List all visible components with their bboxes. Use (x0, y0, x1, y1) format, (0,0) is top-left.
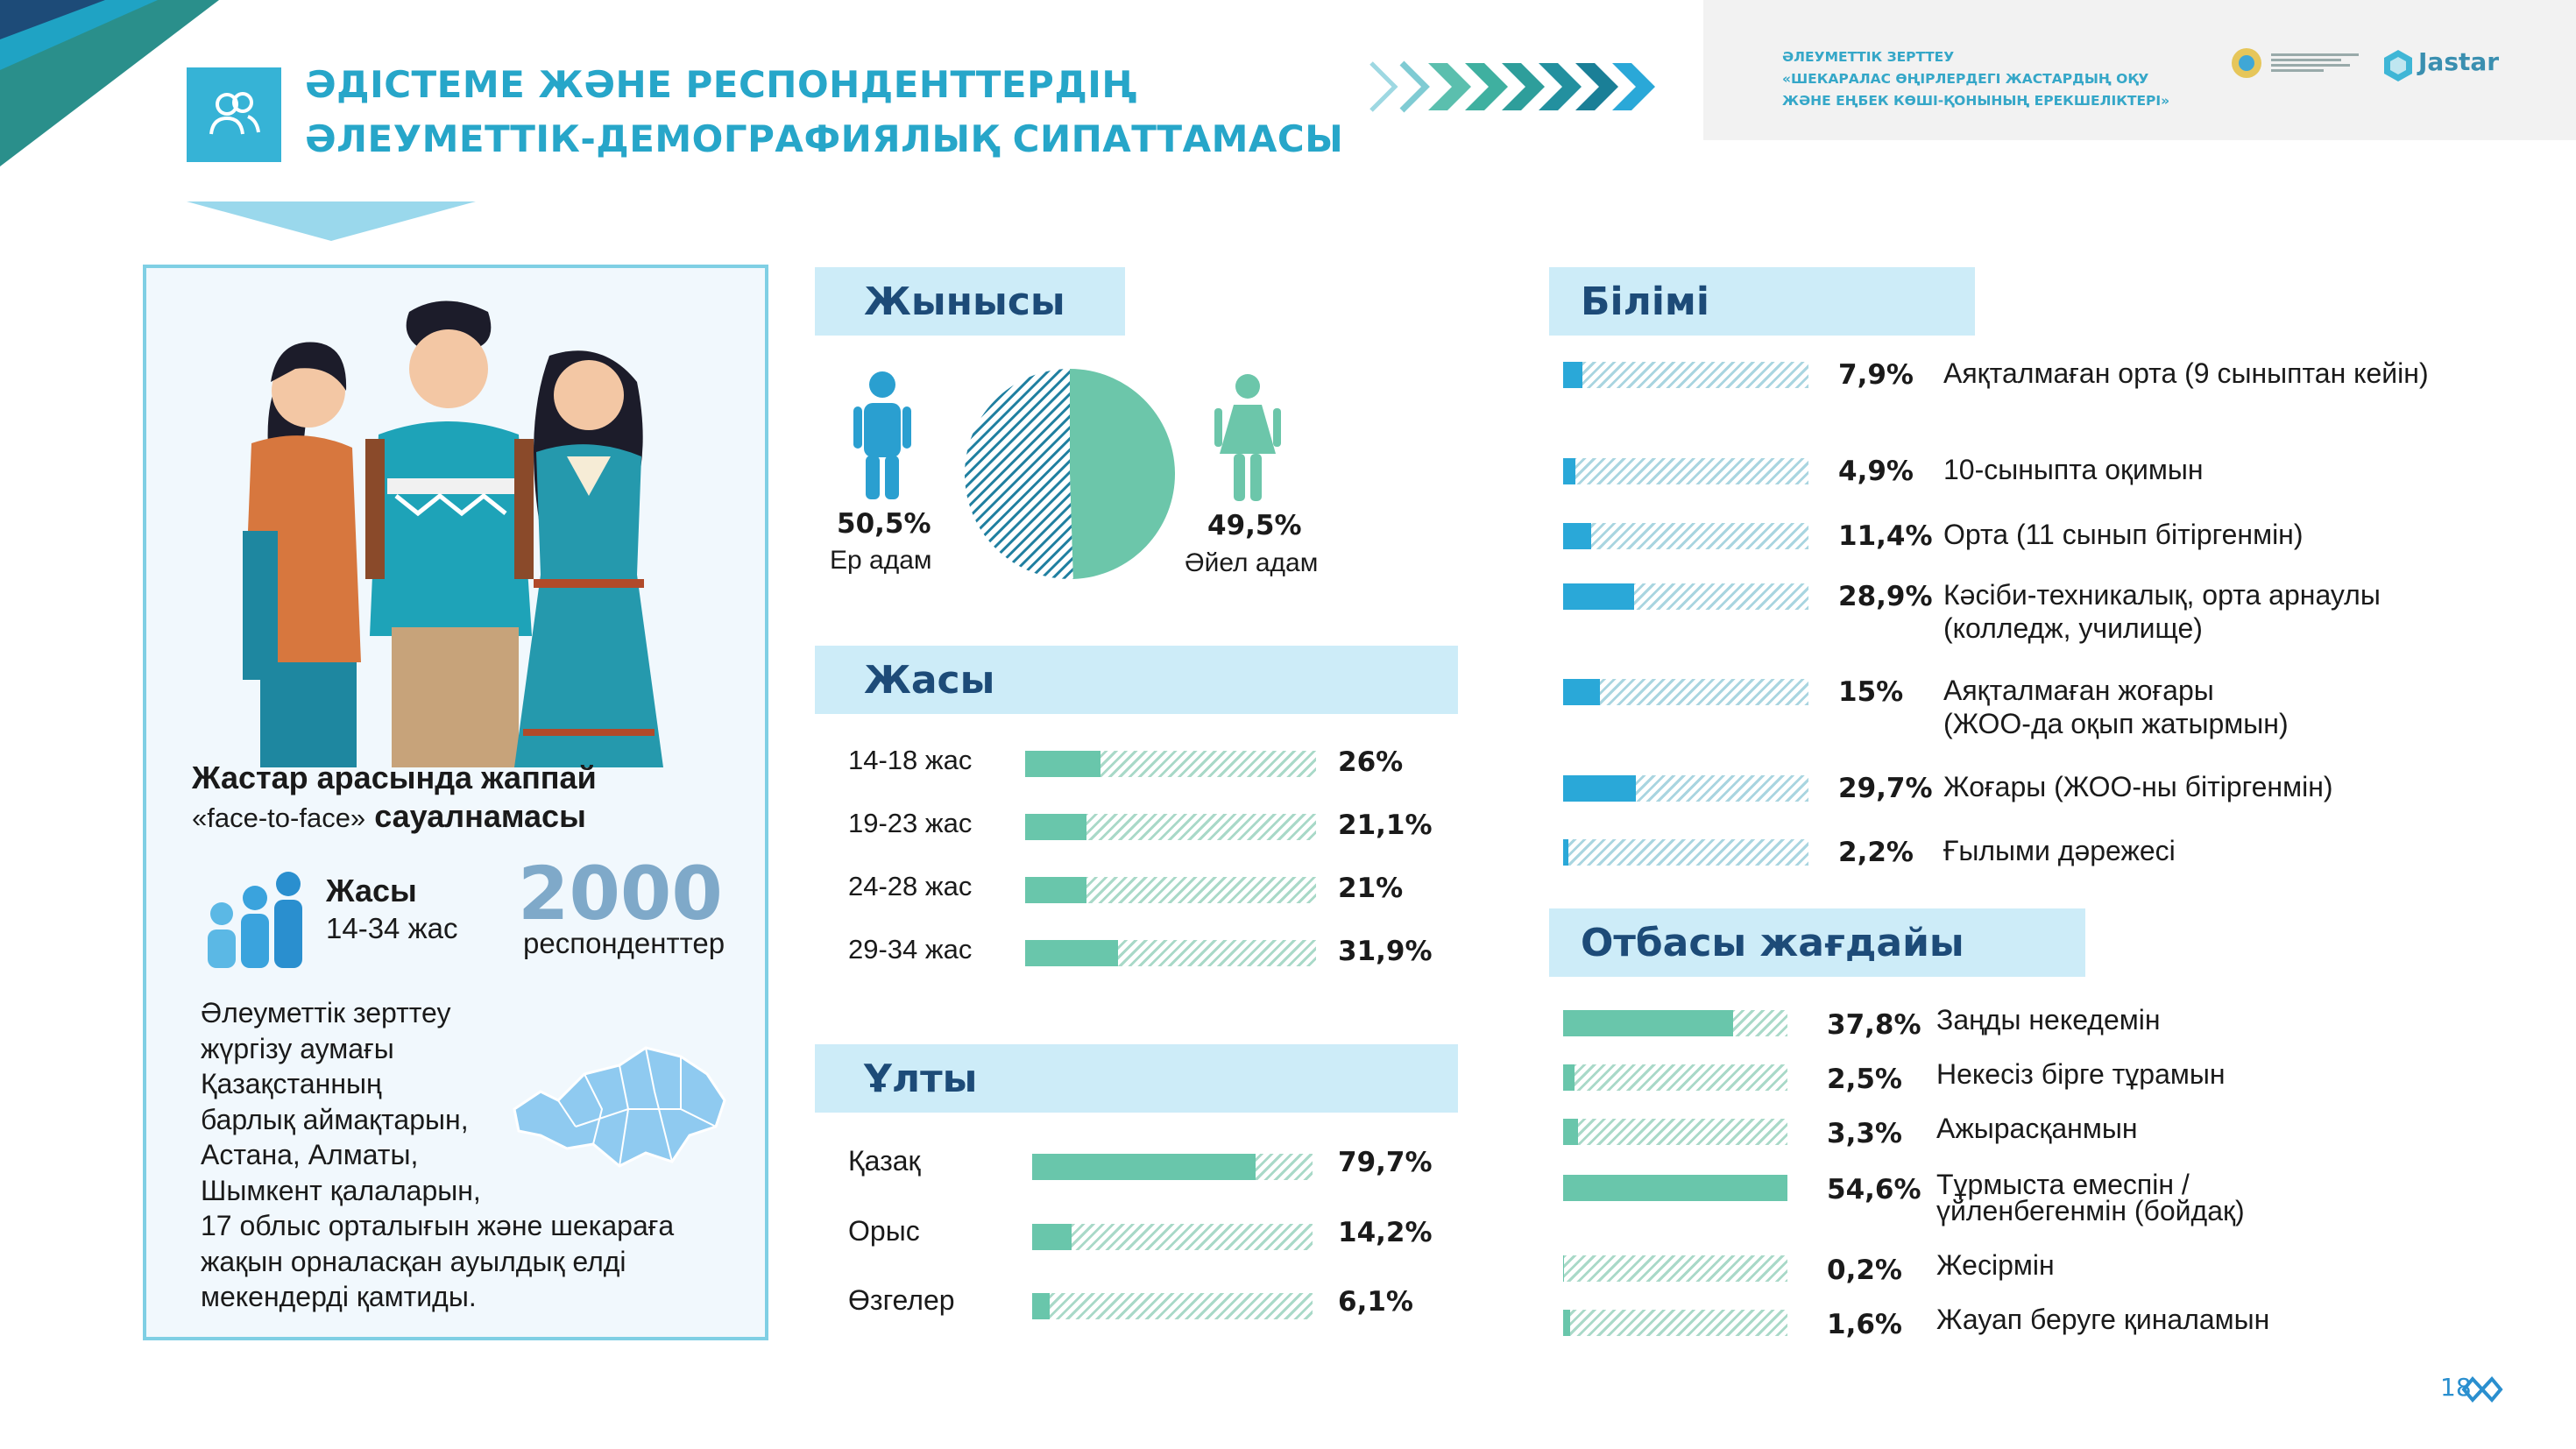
family-row-label: Жауап беруге қиналамын (1936, 1304, 2270, 1335)
pointer-triangle (187, 201, 476, 241)
male-icon (852, 370, 913, 499)
age-row-pct: 26% (1338, 746, 1404, 778)
male-label: Ер адам (830, 546, 932, 575)
education-row-label: Кәсіби-техникалық, орта арнаулы (1943, 579, 2381, 611)
project-title-line2: ЖӘНЕ ЕҢБЕК КӨШІ-ҚОНЫНЫҢ ЕРЕКШЕЛІКТЕРІ» (1782, 93, 2170, 109)
gender-pie-chart (962, 366, 1178, 582)
survey-headline-bold2: сауалнамасы (374, 798, 586, 834)
area-line: жүргізу аумағы (201, 1032, 394, 1064)
education-row-label: Аяқталмаған орта (9 сыныптан кейін) (1943, 357, 2429, 389)
nationality-row-bar (1032, 1224, 1313, 1250)
area-line: Қазақстанның (201, 1068, 382, 1099)
respondents-label: респонденттер (523, 927, 725, 959)
nationality-row-bar-fill (1032, 1293, 1050, 1319)
age-row-label: 19-23 жас (848, 808, 973, 838)
education-row-label: Жоғары (ЖОО-ны бітіргенмін) (1943, 771, 2333, 802)
people-icon (187, 67, 281, 162)
male-pct: 50,5% (837, 508, 931, 540)
family-row-bar (1563, 1175, 1787, 1201)
education-row-label: Аяқталмаған жоғары (1943, 675, 2214, 706)
jastar-logo-icon (2382, 48, 2414, 83)
area-line: барлық аймақтарын, (201, 1103, 469, 1135)
area-line: Әлеуметтік зерттеу (201, 997, 451, 1028)
page-number-text: 18 (2440, 1373, 2472, 1402)
family-row-bar (1563, 1010, 1787, 1036)
ornament-icon (2460, 1374, 2504, 1405)
page-title-line2: ӘЛЕУМЕТТІК-ДЕМОГРАФИЯЛЫҚ СИПАТТАМАСЫ (305, 117, 1344, 160)
survey-card (143, 265, 768, 1340)
age-row-bar-fill (1025, 814, 1086, 840)
family-row-bar-fill (1563, 1010, 1733, 1036)
nationality-row-bar-fill (1032, 1154, 1256, 1180)
age-row-pct: 31,9% (1338, 936, 1433, 967)
education-row-bar-fill (1563, 583, 1634, 610)
nationality-row-label: Өзгелер (848, 1284, 955, 1316)
family-row-bar (1563, 1064, 1787, 1091)
female-icon (1214, 373, 1281, 501)
education-row-bar-fill (1563, 523, 1591, 549)
family-row-bar (1563, 1119, 1787, 1145)
age-row-bar-fill (1025, 877, 1086, 903)
respondents-count: 2000 (518, 851, 723, 937)
family-row-bar-fill (1563, 1175, 1787, 1201)
age-row-bar (1025, 877, 1316, 903)
family-row-bar (1563, 1310, 1787, 1336)
area-line: Астана, Алматы, (201, 1139, 419, 1170)
survey-headline-faceto: «face-to-face» (192, 802, 366, 833)
nationality-row-bar (1032, 1154, 1313, 1180)
nationality-row-pct: 14,2% (1338, 1217, 1433, 1248)
nationality-row-pct: 79,7% (1338, 1147, 1433, 1178)
page-title-line1: ӘДІСТЕМЕ ЖӘНЕ РЕСПОНДЕНТТЕРДІҢ (305, 63, 1138, 106)
age-row-bar-fill (1025, 751, 1100, 777)
education-row-label: 10-сыныпта оқимын (1943, 454, 2204, 485)
nationality-row-pct: 6,1% (1338, 1286, 1413, 1318)
pie-slice-male (965, 369, 1073, 579)
education-row-bar-fill (1563, 458, 1575, 484)
education-row-bar (1563, 583, 1808, 610)
education-row-bar-fill (1563, 362, 1582, 388)
nationality-row-bar (1032, 1293, 1313, 1319)
survey-headline (192, 759, 597, 838)
family-row-pct: 3,3% (1827, 1118, 1902, 1149)
family-row-label: Заңды некедемін (1936, 1004, 2161, 1036)
education-row-bar (1563, 839, 1808, 866)
family-row-bar (1563, 1255, 1787, 1282)
education-row-bar (1563, 775, 1808, 802)
education-row-label: Орта (11 сынып бітіргенмін) (1943, 519, 2304, 550)
age-row-bar (1025, 940, 1316, 966)
project-label: ӘЛЕУМЕТТІК ЗЕРТТЕУ (1782, 49, 1955, 65)
family-row-pct: 2,5% (1827, 1064, 1902, 1095)
family-row-label: Жесірмін (1936, 1249, 2055, 1281)
family-row-bar-fill (1563, 1064, 1575, 1091)
age-heading: Жасы (815, 646, 1458, 714)
gender-heading: Жынысы (815, 267, 1125, 336)
age-group-icon (201, 868, 310, 969)
youth-illustration (208, 294, 698, 767)
family-row-label: Некесіз бірге тұрамын (1936, 1058, 2226, 1090)
education-row-pct: 2,2% (1838, 837, 1914, 868)
age-row-pct: 21,1% (1338, 809, 1433, 841)
area-line: жақын орналасқан ауылдық елді (201, 1245, 626, 1277)
family-row-bar-fill (1563, 1255, 1564, 1282)
project-header-box (1703, 0, 2576, 140)
education-row-bar (1563, 362, 1808, 388)
nationality-heading: Ұлты (815, 1044, 1458, 1113)
education-heading: Білімі (1549, 267, 1975, 336)
area-line: Шымкент қалаларын, (201, 1174, 481, 1206)
project-title-line1: «ШЕКАРАЛАС ӨҢІРЛЕРДЕГІ ЖАСТАРДЫҢ ОҚУ (1782, 71, 2149, 87)
family-row-bar-fill (1563, 1310, 1570, 1336)
education-row-bar-fill (1563, 775, 1636, 802)
education-row-label: Ғылыми дәрежесі (1943, 835, 2176, 866)
education-row-label-2: (колледж, училище) (1943, 612, 2203, 644)
education-row-bar (1563, 523, 1808, 549)
education-row-bar (1563, 458, 1808, 484)
age-row-label: 14-18 жас (848, 745, 973, 775)
age-range: 14-34 жас (326, 912, 458, 944)
family-row-label: Тұрмыста емеспін / (1936, 1169, 2190, 1200)
education-row-pct: 15% (1838, 676, 1904, 708)
family-row-pct: 1,6% (1827, 1309, 1902, 1340)
nationality-row-bar-fill (1032, 1224, 1072, 1250)
nationality-row-label: Қазақ (848, 1145, 921, 1177)
age-label: Жасы (326, 873, 417, 908)
female-pct: 49,5% (1207, 510, 1302, 541)
family-row-bar-fill (1563, 1119, 1578, 1145)
education-row-label-2: (ЖОО-да оқып жатырмын) (1943, 708, 2289, 739)
pie-slice-female (1070, 369, 1175, 579)
education-row-bar (1563, 679, 1808, 705)
education-row-pct: 4,9% (1838, 456, 1914, 487)
education-row-pct: 29,7% (1838, 773, 1933, 804)
kazakhstan-map-icon (506, 1039, 733, 1170)
emblem-icon (2229, 46, 2264, 81)
education-row-pct: 28,9% (1838, 581, 1933, 612)
area-line: мекендерді қамтиды. (201, 1281, 477, 1312)
family-row-label-2: үйленбегенмін (бойдақ) (1936, 1195, 2245, 1226)
jastar-logo-text: Jastar (2418, 47, 2500, 76)
education-row-pct: 7,9% (1838, 359, 1914, 391)
age-row-label: 24-28 жас (848, 871, 973, 901)
ministry-text-block (2271, 51, 2367, 74)
education-row-pct: 11,4% (1838, 520, 1933, 552)
education-row-bar-fill (1563, 839, 1568, 866)
family-row-pct: 37,8% (1827, 1009, 1921, 1041)
age-row-bar-fill (1025, 940, 1118, 966)
age-row-pct: 21% (1338, 873, 1404, 904)
survey-headline-bold: Жастар арасында жаппай (192, 760, 597, 795)
family-row-pct: 0,2% (1827, 1255, 1902, 1286)
family-row-pct: 54,6% (1827, 1174, 1921, 1205)
chevrons-decoration (1367, 60, 1674, 114)
family-row-label: Ажырасқанмын (1936, 1113, 2138, 1144)
area-line: 17 облыс орталығын және шекараға (201, 1210, 675, 1241)
nationality-row-label: Орыс (848, 1215, 920, 1247)
family-heading: Отбасы жағдайы (1549, 908, 2085, 977)
education-row-bar-fill (1563, 679, 1600, 705)
female-label: Әйел адам (1185, 548, 1319, 577)
age-row-bar (1025, 814, 1316, 840)
age-row-bar (1025, 751, 1316, 777)
age-row-label: 29-34 жас (848, 934, 973, 965)
